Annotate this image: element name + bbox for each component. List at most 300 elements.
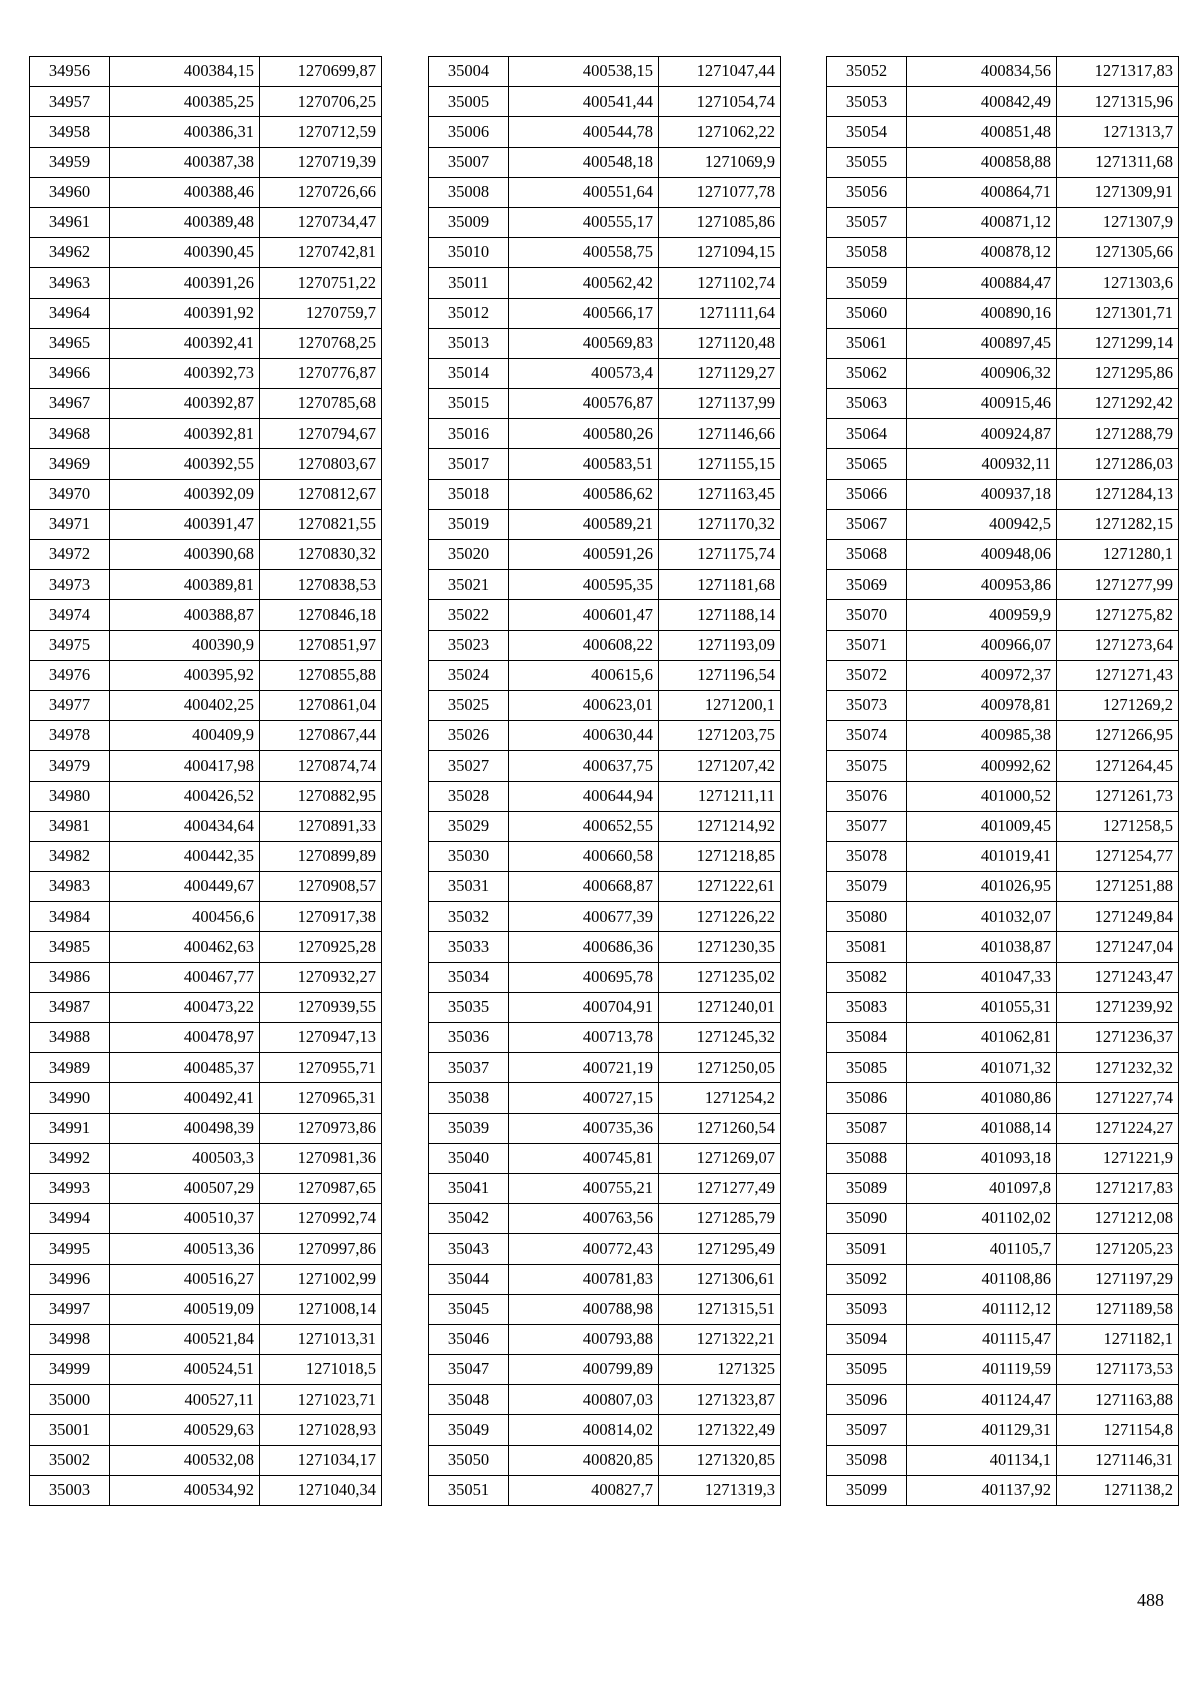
y-coordinate-cell: 1271224,27 [1057,1113,1179,1143]
table-row [30,1083,382,1113]
point-number-cell: 35044 [429,1264,509,1294]
table-row [827,1113,1179,1143]
table-row [827,1385,1179,1415]
x-coordinate-cell: 400884,47 [907,268,1057,298]
y-coordinate-cell: 1270939,55 [260,992,382,1022]
table-row [429,1143,781,1173]
point-number-cell: 35033 [429,932,509,962]
x-coordinate-cell: 400772,43 [509,1234,659,1264]
x-coordinate-cell: 400513,36 [110,1234,260,1264]
table-row [827,781,1179,811]
point-number-cell: 35035 [429,992,509,1022]
table-row [827,1234,1179,1264]
table-row [429,872,781,902]
table-row [429,690,781,720]
table-row [30,570,382,600]
y-coordinate-cell: 1271146,66 [659,419,781,449]
table-row [429,540,781,570]
x-coordinate-cell: 400583,51 [509,449,659,479]
y-coordinate-cell: 1271322,21 [659,1324,781,1354]
x-coordinate-cell: 400677,39 [509,902,659,932]
coordinate-table-body [827,57,1179,1506]
y-coordinate-cell: 1271311,68 [1057,147,1179,177]
y-coordinate-cell: 1271217,83 [1057,1173,1179,1203]
x-coordinate-cell: 400388,87 [110,600,260,630]
table-row [827,600,1179,630]
x-coordinate-cell: 400595,35 [509,570,659,600]
table-row [827,389,1179,419]
table-row [827,1324,1179,1354]
point-number-cell: 35022 [429,600,509,630]
table-row [30,1355,382,1385]
table-row [30,449,382,479]
y-coordinate-cell: 1271163,45 [659,479,781,509]
point-number-cell: 35057 [827,207,907,237]
point-number-cell: 34994 [30,1204,110,1234]
table-row [827,298,1179,328]
table-row [827,841,1179,871]
point-number-cell: 34990 [30,1083,110,1113]
point-number-cell: 34988 [30,1023,110,1053]
point-number-cell: 35026 [429,721,509,751]
table-row [429,1204,781,1234]
y-coordinate-cell: 1271203,75 [659,721,781,751]
point-number-cell: 35093 [827,1294,907,1324]
y-coordinate-cell: 1270812,67 [260,479,382,509]
y-coordinate-cell: 1271137,99 [659,389,781,419]
y-coordinate-cell: 1271247,04 [1057,932,1179,962]
point-number-cell: 35049 [429,1415,509,1445]
point-number-cell: 35058 [827,238,907,268]
x-coordinate-cell: 400897,45 [907,328,1057,358]
x-coordinate-cell: 400615,6 [509,660,659,690]
y-coordinate-cell: 1271286,03 [1057,449,1179,479]
y-coordinate-cell: 1271102,74 [659,268,781,298]
y-coordinate-cell: 1271236,37 [1057,1023,1179,1053]
x-coordinate-cell: 400735,36 [509,1113,659,1143]
point-number-cell: 35090 [827,1204,907,1234]
y-coordinate-cell: 1271023,71 [260,1385,382,1415]
table-row [30,1204,382,1234]
table-row [429,1053,781,1083]
point-number-cell: 34985 [30,932,110,962]
y-coordinate-cell: 1270861,04 [260,690,382,720]
y-coordinate-cell: 1270726,66 [260,177,382,207]
y-coordinate-cell: 1271155,15 [659,449,781,479]
table-row [30,902,382,932]
x-coordinate-cell: 400389,81 [110,570,260,600]
x-coordinate-cell: 400623,01 [509,690,659,720]
point-number-cell: 35046 [429,1324,509,1354]
x-coordinate-cell: 400591,26 [509,540,659,570]
table-row [827,932,1179,962]
table-row [429,781,781,811]
x-coordinate-cell: 400426,52 [110,781,260,811]
y-coordinate-cell: 1270699,87 [260,57,382,87]
x-coordinate-cell: 400507,29 [110,1173,260,1203]
table-row [827,87,1179,117]
point-number-cell: 35028 [429,781,509,811]
table-row [429,509,781,539]
point-number-cell: 35023 [429,630,509,660]
table-row [827,992,1179,1022]
point-number-cell: 34980 [30,781,110,811]
point-number-cell: 34968 [30,419,110,449]
point-number-cell: 35096 [827,1385,907,1415]
x-coordinate-cell: 400392,87 [110,389,260,419]
y-coordinate-cell: 1271002,99 [260,1264,382,1294]
x-coordinate-cell: 400392,73 [110,358,260,388]
y-coordinate-cell: 1271077,78 [659,177,781,207]
table-row [30,932,382,962]
point-number-cell: 35006 [429,117,509,147]
table-row [827,358,1179,388]
x-coordinate-cell: 400519,09 [110,1294,260,1324]
table-row [827,570,1179,600]
y-coordinate-cell: 1270997,86 [260,1234,382,1264]
x-coordinate-cell: 400972,37 [907,660,1057,690]
point-number-cell: 34973 [30,570,110,600]
point-number-cell: 34978 [30,721,110,751]
point-number-cell: 35066 [827,479,907,509]
table-row [429,87,781,117]
x-coordinate-cell: 400391,47 [110,509,260,539]
y-coordinate-cell: 1271292,42 [1057,389,1179,419]
y-coordinate-cell: 1271320,85 [659,1445,781,1475]
point-number-cell: 34998 [30,1324,110,1354]
x-coordinate-cell: 400924,87 [907,419,1057,449]
table-row [827,1204,1179,1234]
point-number-cell: 34959 [30,147,110,177]
y-coordinate-cell: 1270987,65 [260,1173,382,1203]
point-number-cell: 35073 [827,690,907,720]
y-coordinate-cell: 1270846,18 [260,600,382,630]
y-coordinate-cell: 1271129,27 [659,358,781,388]
point-number-cell: 35075 [827,751,907,781]
x-coordinate-cell: 400558,75 [509,238,659,268]
x-coordinate-cell: 400966,07 [907,630,1057,660]
x-coordinate-cell: 400959,9 [907,600,1057,630]
table-row [30,751,382,781]
x-coordinate-cell: 401026,95 [907,872,1057,902]
point-number-cell: 34975 [30,630,110,660]
y-coordinate-cell: 1271120,48 [659,328,781,358]
table-row [429,962,781,992]
y-coordinate-cell: 1271258,5 [1057,811,1179,841]
point-number-cell: 35063 [827,389,907,419]
table-row [827,1475,1179,1505]
x-coordinate-cell: 400932,11 [907,449,1057,479]
point-number-cell: 35065 [827,449,907,479]
table-row [827,660,1179,690]
x-coordinate-cell: 400915,46 [907,389,1057,419]
point-number-cell: 35034 [429,962,509,992]
x-coordinate-cell: 400906,32 [907,358,1057,388]
x-coordinate-cell: 400937,18 [907,479,1057,509]
point-number-cell: 35019 [429,509,509,539]
x-coordinate-cell: 400727,15 [509,1083,659,1113]
y-coordinate-cell: 1271301,71 [1057,298,1179,328]
table-row [827,147,1179,177]
point-number-cell: 35077 [827,811,907,841]
y-coordinate-cell: 1271243,47 [1057,962,1179,992]
point-number-cell: 35041 [429,1173,509,1203]
point-number-cell: 35079 [827,872,907,902]
point-number-cell: 35002 [30,1445,110,1475]
point-number-cell: 35020 [429,540,509,570]
x-coordinate-cell: 400516,27 [110,1264,260,1294]
y-coordinate-cell: 1271295,49 [659,1234,781,1264]
y-coordinate-cell: 1270947,13 [260,1023,382,1053]
x-coordinate-cell: 400763,56 [509,1204,659,1234]
table-row [429,1475,781,1505]
point-number-cell: 35074 [827,721,907,751]
x-coordinate-cell: 400417,98 [110,751,260,781]
x-coordinate-cell: 400442,35 [110,841,260,871]
x-coordinate-cell: 401124,47 [907,1385,1057,1415]
y-coordinate-cell: 1271040,34 [260,1475,382,1505]
point-number-cell: 34976 [30,660,110,690]
table-row [30,630,382,660]
table-row [30,690,382,720]
point-number-cell: 35025 [429,690,509,720]
point-number-cell: 35070 [827,600,907,630]
point-number-cell: 34971 [30,509,110,539]
y-coordinate-cell: 1271264,45 [1057,751,1179,781]
y-coordinate-cell: 1270908,57 [260,872,382,902]
point-number-cell: 35008 [429,177,509,207]
x-coordinate-cell: 400985,38 [907,721,1057,751]
table-row [30,207,382,237]
y-coordinate-cell: 1271189,58 [1057,1294,1179,1324]
y-coordinate-cell: 1270882,95 [260,781,382,811]
x-coordinate-cell: 401047,33 [907,962,1057,992]
point-number-cell: 34996 [30,1264,110,1294]
point-number-cell: 35024 [429,660,509,690]
x-coordinate-cell: 400569,83 [509,328,659,358]
point-number-cell: 35083 [827,992,907,1022]
y-coordinate-cell: 1270891,33 [260,811,382,841]
page-number: 488 [1137,1590,1164,1610]
y-coordinate-cell: 1270742,81 [260,238,382,268]
x-coordinate-cell: 400814,02 [509,1415,659,1445]
table-row [30,1264,382,1294]
y-coordinate-cell: 1270955,71 [260,1053,382,1083]
coordinate-table-right [826,56,1179,1506]
point-number-cell: 35060 [827,298,907,328]
table-row [827,1173,1179,1203]
point-number-cell: 35012 [429,298,509,328]
table-row [827,449,1179,479]
x-coordinate-cell: 400386,31 [110,117,260,147]
x-coordinate-cell: 400548,18 [509,147,659,177]
y-coordinate-cell: 1271307,9 [1057,207,1179,237]
table-row [827,509,1179,539]
point-number-cell: 34969 [30,449,110,479]
x-coordinate-cell: 400668,87 [509,872,659,902]
point-number-cell: 35010 [429,238,509,268]
x-coordinate-cell: 400478,97 [110,1023,260,1053]
y-coordinate-cell: 1271146,31 [1057,1445,1179,1475]
table-row [30,238,382,268]
y-coordinate-cell: 1271269,07 [659,1143,781,1173]
x-coordinate-cell: 400510,37 [110,1204,260,1234]
point-number-cell: 34983 [30,872,110,902]
x-coordinate-cell: 400601,47 [509,600,659,630]
y-coordinate-cell: 1271181,68 [659,570,781,600]
x-coordinate-cell: 400566,17 [509,298,659,328]
x-coordinate-cell: 400529,63 [110,1415,260,1445]
x-coordinate-cell: 400467,77 [110,962,260,992]
y-coordinate-cell: 1270803,67 [260,449,382,479]
y-coordinate-cell: 1271214,92 [659,811,781,841]
x-coordinate-cell: 401119,59 [907,1355,1057,1385]
y-coordinate-cell: 1271094,15 [659,238,781,268]
table-row [30,177,382,207]
y-coordinate-cell: 1271261,73 [1057,781,1179,811]
point-number-cell: 35040 [429,1143,509,1173]
table-row [827,1023,1179,1053]
point-number-cell: 35021 [429,570,509,600]
y-coordinate-cell: 1270759,7 [260,298,382,328]
x-coordinate-cell: 400392,09 [110,479,260,509]
x-coordinate-cell: 400573,4 [509,358,659,388]
x-coordinate-cell: 400391,92 [110,298,260,328]
y-coordinate-cell: 1271230,35 [659,932,781,962]
y-coordinate-cell: 1271227,74 [1057,1083,1179,1113]
y-coordinate-cell: 1271251,88 [1057,872,1179,902]
point-number-cell: 35064 [827,419,907,449]
x-coordinate-cell: 401105,7 [907,1234,1057,1264]
y-coordinate-cell: 1270776,87 [260,358,382,388]
point-number-cell: 34964 [30,298,110,328]
x-coordinate-cell: 401009,45 [907,811,1057,841]
x-coordinate-cell: 400820,85 [509,1445,659,1475]
y-coordinate-cell: 1271111,64 [659,298,781,328]
point-number-cell: 34967 [30,389,110,419]
point-number-cell: 34962 [30,238,110,268]
table-row [827,1143,1179,1173]
y-coordinate-cell: 1271239,92 [1057,992,1179,1022]
y-coordinate-cell: 1270973,86 [260,1113,382,1143]
x-coordinate-cell: 400541,44 [509,87,659,117]
y-coordinate-cell: 1271303,6 [1057,268,1179,298]
table-row [429,268,781,298]
table-row [429,298,781,328]
table-row [429,177,781,207]
x-coordinate-cell: 400978,81 [907,690,1057,720]
y-coordinate-cell: 1271322,49 [659,1415,781,1445]
table-row [30,1113,382,1143]
x-coordinate-cell: 401134,1 [907,1445,1057,1475]
point-number-cell: 34960 [30,177,110,207]
table-row [827,540,1179,570]
table-row [827,177,1179,207]
x-coordinate-cell: 400524,51 [110,1355,260,1385]
table-row [827,751,1179,781]
point-number-cell: 34981 [30,811,110,841]
table-row [827,962,1179,992]
point-number-cell: 34992 [30,1143,110,1173]
y-coordinate-cell: 1270932,27 [260,962,382,992]
y-coordinate-cell: 1271085,86 [659,207,781,237]
y-coordinate-cell: 1271260,54 [659,1113,781,1143]
point-number-cell: 35027 [429,751,509,781]
x-coordinate-cell: 400586,62 [509,479,659,509]
table-row [429,1083,781,1113]
x-coordinate-cell: 401102,02 [907,1204,1057,1234]
point-number-cell: 35092 [827,1264,907,1294]
x-coordinate-cell: 400878,12 [907,238,1057,268]
y-coordinate-cell: 1271138,2 [1057,1475,1179,1505]
table-row [429,570,781,600]
point-number-cell: 34987 [30,992,110,1022]
x-coordinate-cell: 400644,94 [509,781,659,811]
table-row [30,298,382,328]
x-coordinate-cell: 400890,16 [907,298,1057,328]
y-coordinate-cell: 1270719,39 [260,147,382,177]
table-row [30,1143,382,1173]
y-coordinate-cell: 1270917,38 [260,902,382,932]
x-coordinate-cell: 400385,25 [110,87,260,117]
y-coordinate-cell: 1271254,77 [1057,841,1179,871]
y-coordinate-cell: 1271188,14 [659,600,781,630]
x-coordinate-cell: 401080,86 [907,1083,1057,1113]
table-row [30,419,382,449]
table-row [429,449,781,479]
y-coordinate-cell: 1270981,36 [260,1143,382,1173]
point-number-cell: 35011 [429,268,509,298]
x-coordinate-cell: 400392,55 [110,449,260,479]
table-row [30,87,382,117]
y-coordinate-cell: 1271254,2 [659,1083,781,1113]
table-row [429,389,781,419]
y-coordinate-cell: 1271284,13 [1057,479,1179,509]
y-coordinate-cell: 1271323,87 [659,1385,781,1415]
y-coordinate-cell: 1271182,1 [1057,1324,1179,1354]
table-row [827,1445,1179,1475]
table-row [30,811,382,841]
point-number-cell: 35099 [827,1475,907,1505]
point-number-cell: 35091 [827,1234,907,1264]
x-coordinate-cell: 401000,52 [907,781,1057,811]
point-number-cell: 35042 [429,1204,509,1234]
x-coordinate-cell: 400793,88 [509,1324,659,1354]
y-coordinate-cell: 1271196,54 [659,660,781,690]
point-number-cell: 35076 [827,781,907,811]
table-row [827,57,1179,87]
table-row [30,1173,382,1203]
x-coordinate-cell: 400781,83 [509,1264,659,1294]
table-row [429,932,781,962]
point-number-cell: 35015 [429,389,509,419]
y-coordinate-cell: 1271240,01 [659,992,781,1022]
y-coordinate-cell: 1271222,61 [659,872,781,902]
x-coordinate-cell: 401129,31 [907,1415,1057,1445]
table-row [827,238,1179,268]
y-coordinate-cell: 1271221,9 [1057,1143,1179,1173]
x-coordinate-cell: 400580,26 [509,419,659,449]
point-number-cell: 35071 [827,630,907,660]
table-row [827,117,1179,147]
x-coordinate-cell: 400864,71 [907,177,1057,207]
point-number-cell: 35031 [429,872,509,902]
table-row [429,358,781,388]
point-number-cell: 35036 [429,1023,509,1053]
x-coordinate-cell: 400390,68 [110,540,260,570]
table-row [30,1475,382,1505]
point-number-cell: 35014 [429,358,509,388]
